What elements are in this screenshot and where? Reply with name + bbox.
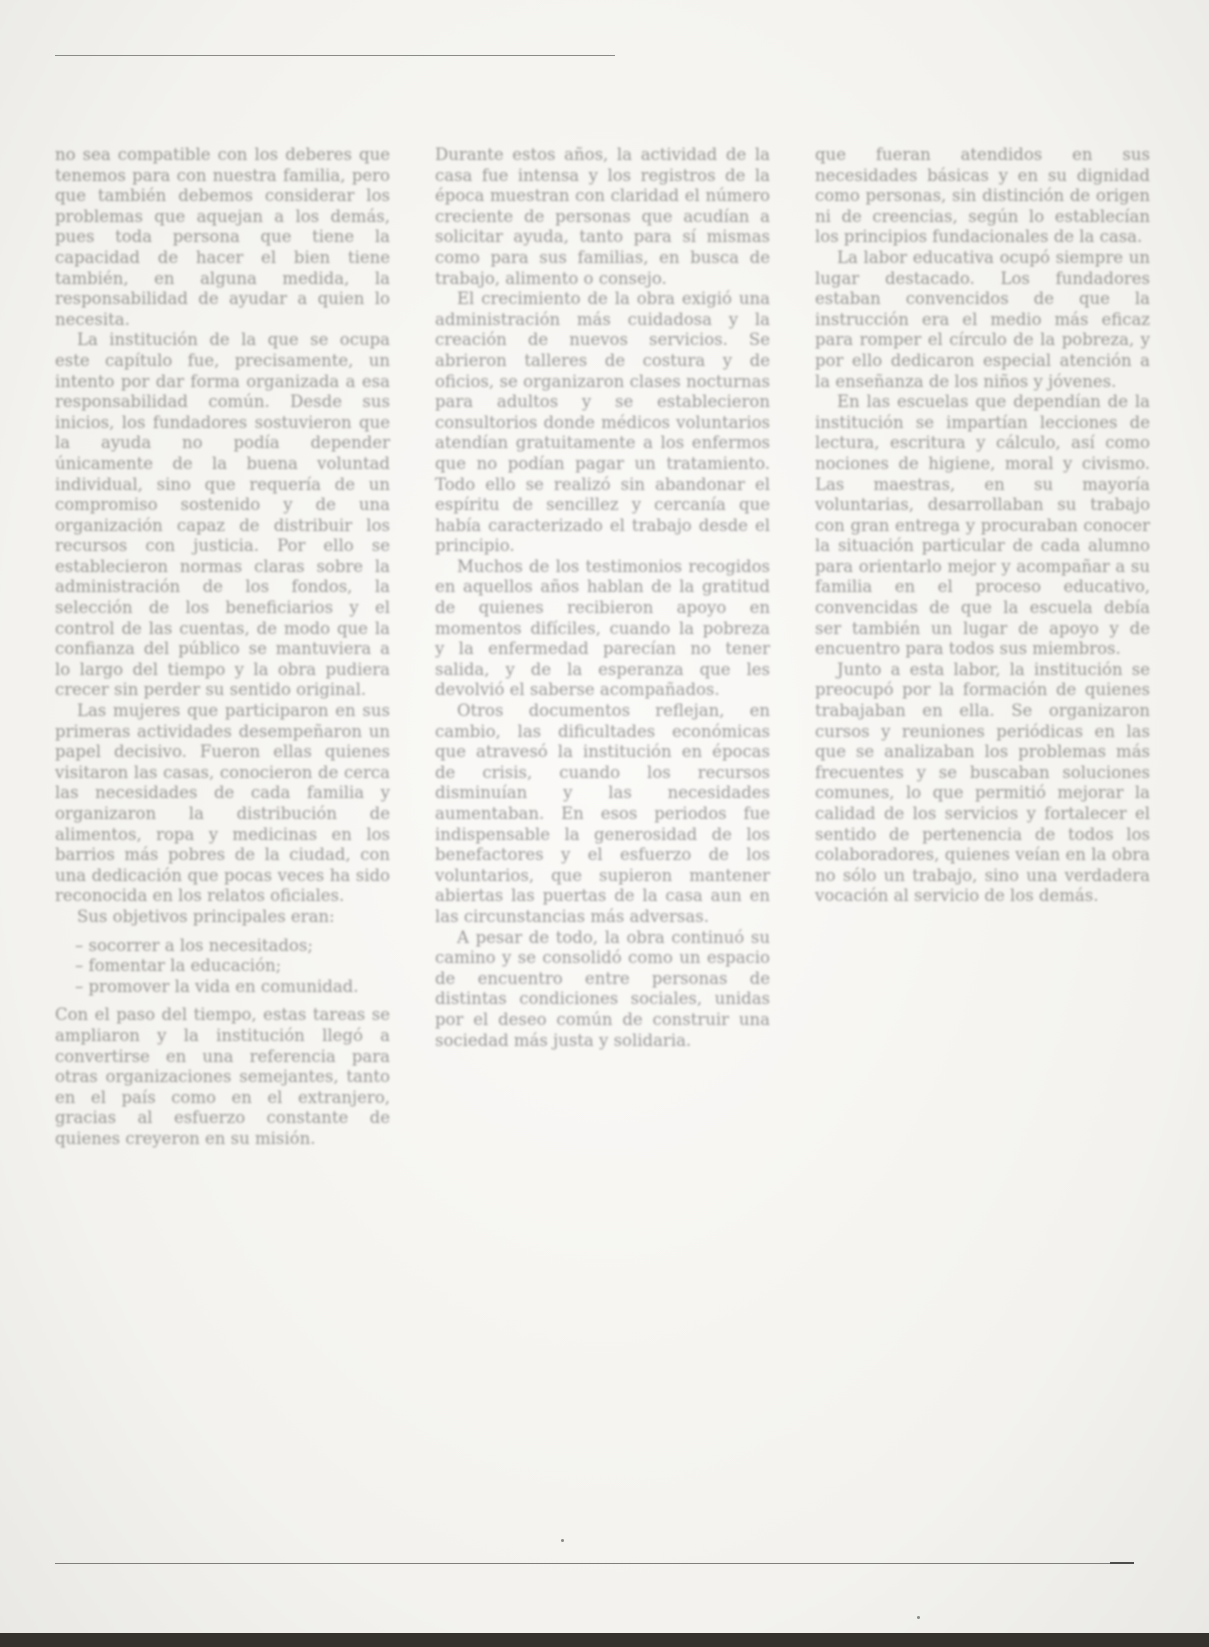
paragraph: que fueran atendidos en sus necesidades básicas y en su dignidad como personas, sin distinción de origen ni de creencias, según lo establecían los principios fundacionales de la casa.	[815, 145, 1150, 247]
header-rule	[55, 55, 615, 56]
text-column-3	[815, 145, 1150, 1515]
list-item: – fomentar la educación;	[75, 956, 390, 977]
paragraph: no sea compatible con los deberes que tenemos para con nuestra familia, pero que también debemos considerar los problemas que aquejan a los demás, pues toda persona que tiene la capacidad de hacer el bien tiene también, en alguna medida, la responsabilidad de ayudar a quien lo necesita.	[55, 145, 390, 329]
scan-speck	[561, 1539, 564, 1542]
paragraph: Con el paso del tiempo, estas tareas se ampliaron y la institución llegó a convertirse en una referencia para otras organizaciones semejantes, tanto en el país como en el extranjero, gracias al esfuerzo constante de quienes creyeron en su misión.	[55, 1005, 390, 1148]
paragraph: Las mujeres que participaron en sus primeras actividades desempeñaron un papel decisivo. Fueron ellas quienes visitaron las casas, conocieron de cerca las necesidades de cada familia y organizaron la distribución de alimentos, ropa y medicinas en los barrios más pobres de la ciudad, con una dedicación que pocas veces ha sido reconocida en los relatos oficiales.	[55, 701, 390, 906]
paragraph: La labor educativa ocupó siempre un lugar destacado. Los fundadores estaban convencidos de que la instrucción era el medio más eficaz para romper el círculo de la pobreza, y por ello dedicaron especial atención a la enseñanza de los niños y jóvenes.	[815, 247, 1150, 391]
scan-speck	[917, 1616, 920, 1619]
paragraph: Muchos de los testimonios recogidos en aquellos años hablan de la gratitud de quienes recibieron apoyo en momentos difíciles, cuando la pobreza y la enfermedad parecían no tener salida, y de la esperanza que les devolvió el saberse acompañados.	[435, 556, 770, 700]
paragraph: Otros documentos reflejan, en cambio, las dificultades económicas que atravesó la institución en épocas de crisis, cuando los recursos disminuían y las necesidades aumentaban. En esos periodos fue indispensable la generosidad de los benefactores y el esfuerzo de los voluntarios, que supieron mantener abiertas las puertas de la casa aun en las circunstancias más adversas.	[435, 701, 770, 926]
text-column-1	[55, 145, 390, 1515]
footer-rule	[55, 1563, 1130, 1564]
footer-rule-tab	[1110, 1562, 1134, 1564]
paragraph: En las escuelas que dependían de la institución se impartían lecciones de lectura, escritura y cálculo, así como nociones de higiene, moral y civismo. Las maestras, en su mayoría voluntarias, desarrollaban su trabajo con gran entrega y procuraban conocer la situación particular de cada alumno para orientarlo mejor y acompañar a su familia en el proceso educativo, convencidas de que la escuela debía ser también un lugar de apoyo y de encuentro para todos sus miembros.	[815, 392, 1150, 659]
list-item: – promover la vida en comunidad.	[75, 977, 390, 998]
bullet-list	[75, 936, 390, 998]
paragraph: La institución de la que se ocupa este capítulo fue, precisamente, un intento por dar forma organizada a esa responsabilidad común. Desde sus inicios, los fundadores sostuvieron que la ayuda no podía depender únicamente de la buena voluntad individual, sino que requería de un compromiso sostenido y de una organización capaz de distribuir los recursos con justicia. Por ello se establecieron normas claras sobre la administración de los fondos, la selección de los beneficiarios y el control de las cuentas, de modo que la confianza del público se mantuviera a lo largo del tiempo y la obra pudiera crecer sin perder su sentido original.	[55, 330, 390, 700]
running-head	[56, 62, 356, 76]
scan-bottom-edge	[0, 1633, 1209, 1647]
list-intro: Sus objetivos principales eran:	[77, 906, 335, 926]
paragraph: Junto a esta labor, la institución se preocupó por la formación de quienes trabajaban en ella. Se organizaron cursos y reuniones periódicas en las que se analizaban los problemas más frecuentes y se buscaban soluciones comunes, lo que permitió mejorar la calidad de los servicios y fortalecer el sentido de pertenencia de todos los colaboradores, quienes veían en la obra no sólo un trabajo, sino una verdadera vocación al servicio de los demás.	[815, 659, 1150, 906]
paragraph: A pesar de todo, la obra continuó su camino y se consolidó como un espacio de encuentro entre personas de distintas condiciones sociales, unidas por el deseo común de construir una sociedad más justa y solidaria.	[435, 927, 770, 1050]
text-column-2	[435, 145, 770, 1515]
list-item: – socorrer a los necesitados;	[75, 936, 390, 957]
paragraph: Durante estos años, la actividad de la casa fue intensa y los registros de la época muestran con claridad el número creciente de personas que acudían a solicitar ayuda, tanto para sí mismas como para sus familias, en busca de trabajo, alimento o consejo.	[435, 145, 770, 288]
paragraph: El crecimiento de la obra exigió una administración más cuidadosa y la creación de nuevos servicios. Se abrieron talleres de costura y de oficios, se organizaron clases nocturnas para adultos y se establecieron consultorios donde médicos voluntarios atendían gratuitamente a los enfermos que no podían pagar un tratamiento. Todo ello se realizó sin abandonar el espíritu de sencillez y cercanía que había caracterizado el trabajo desde el principio.	[435, 289, 770, 556]
page-footer	[56, 1571, 376, 1589]
